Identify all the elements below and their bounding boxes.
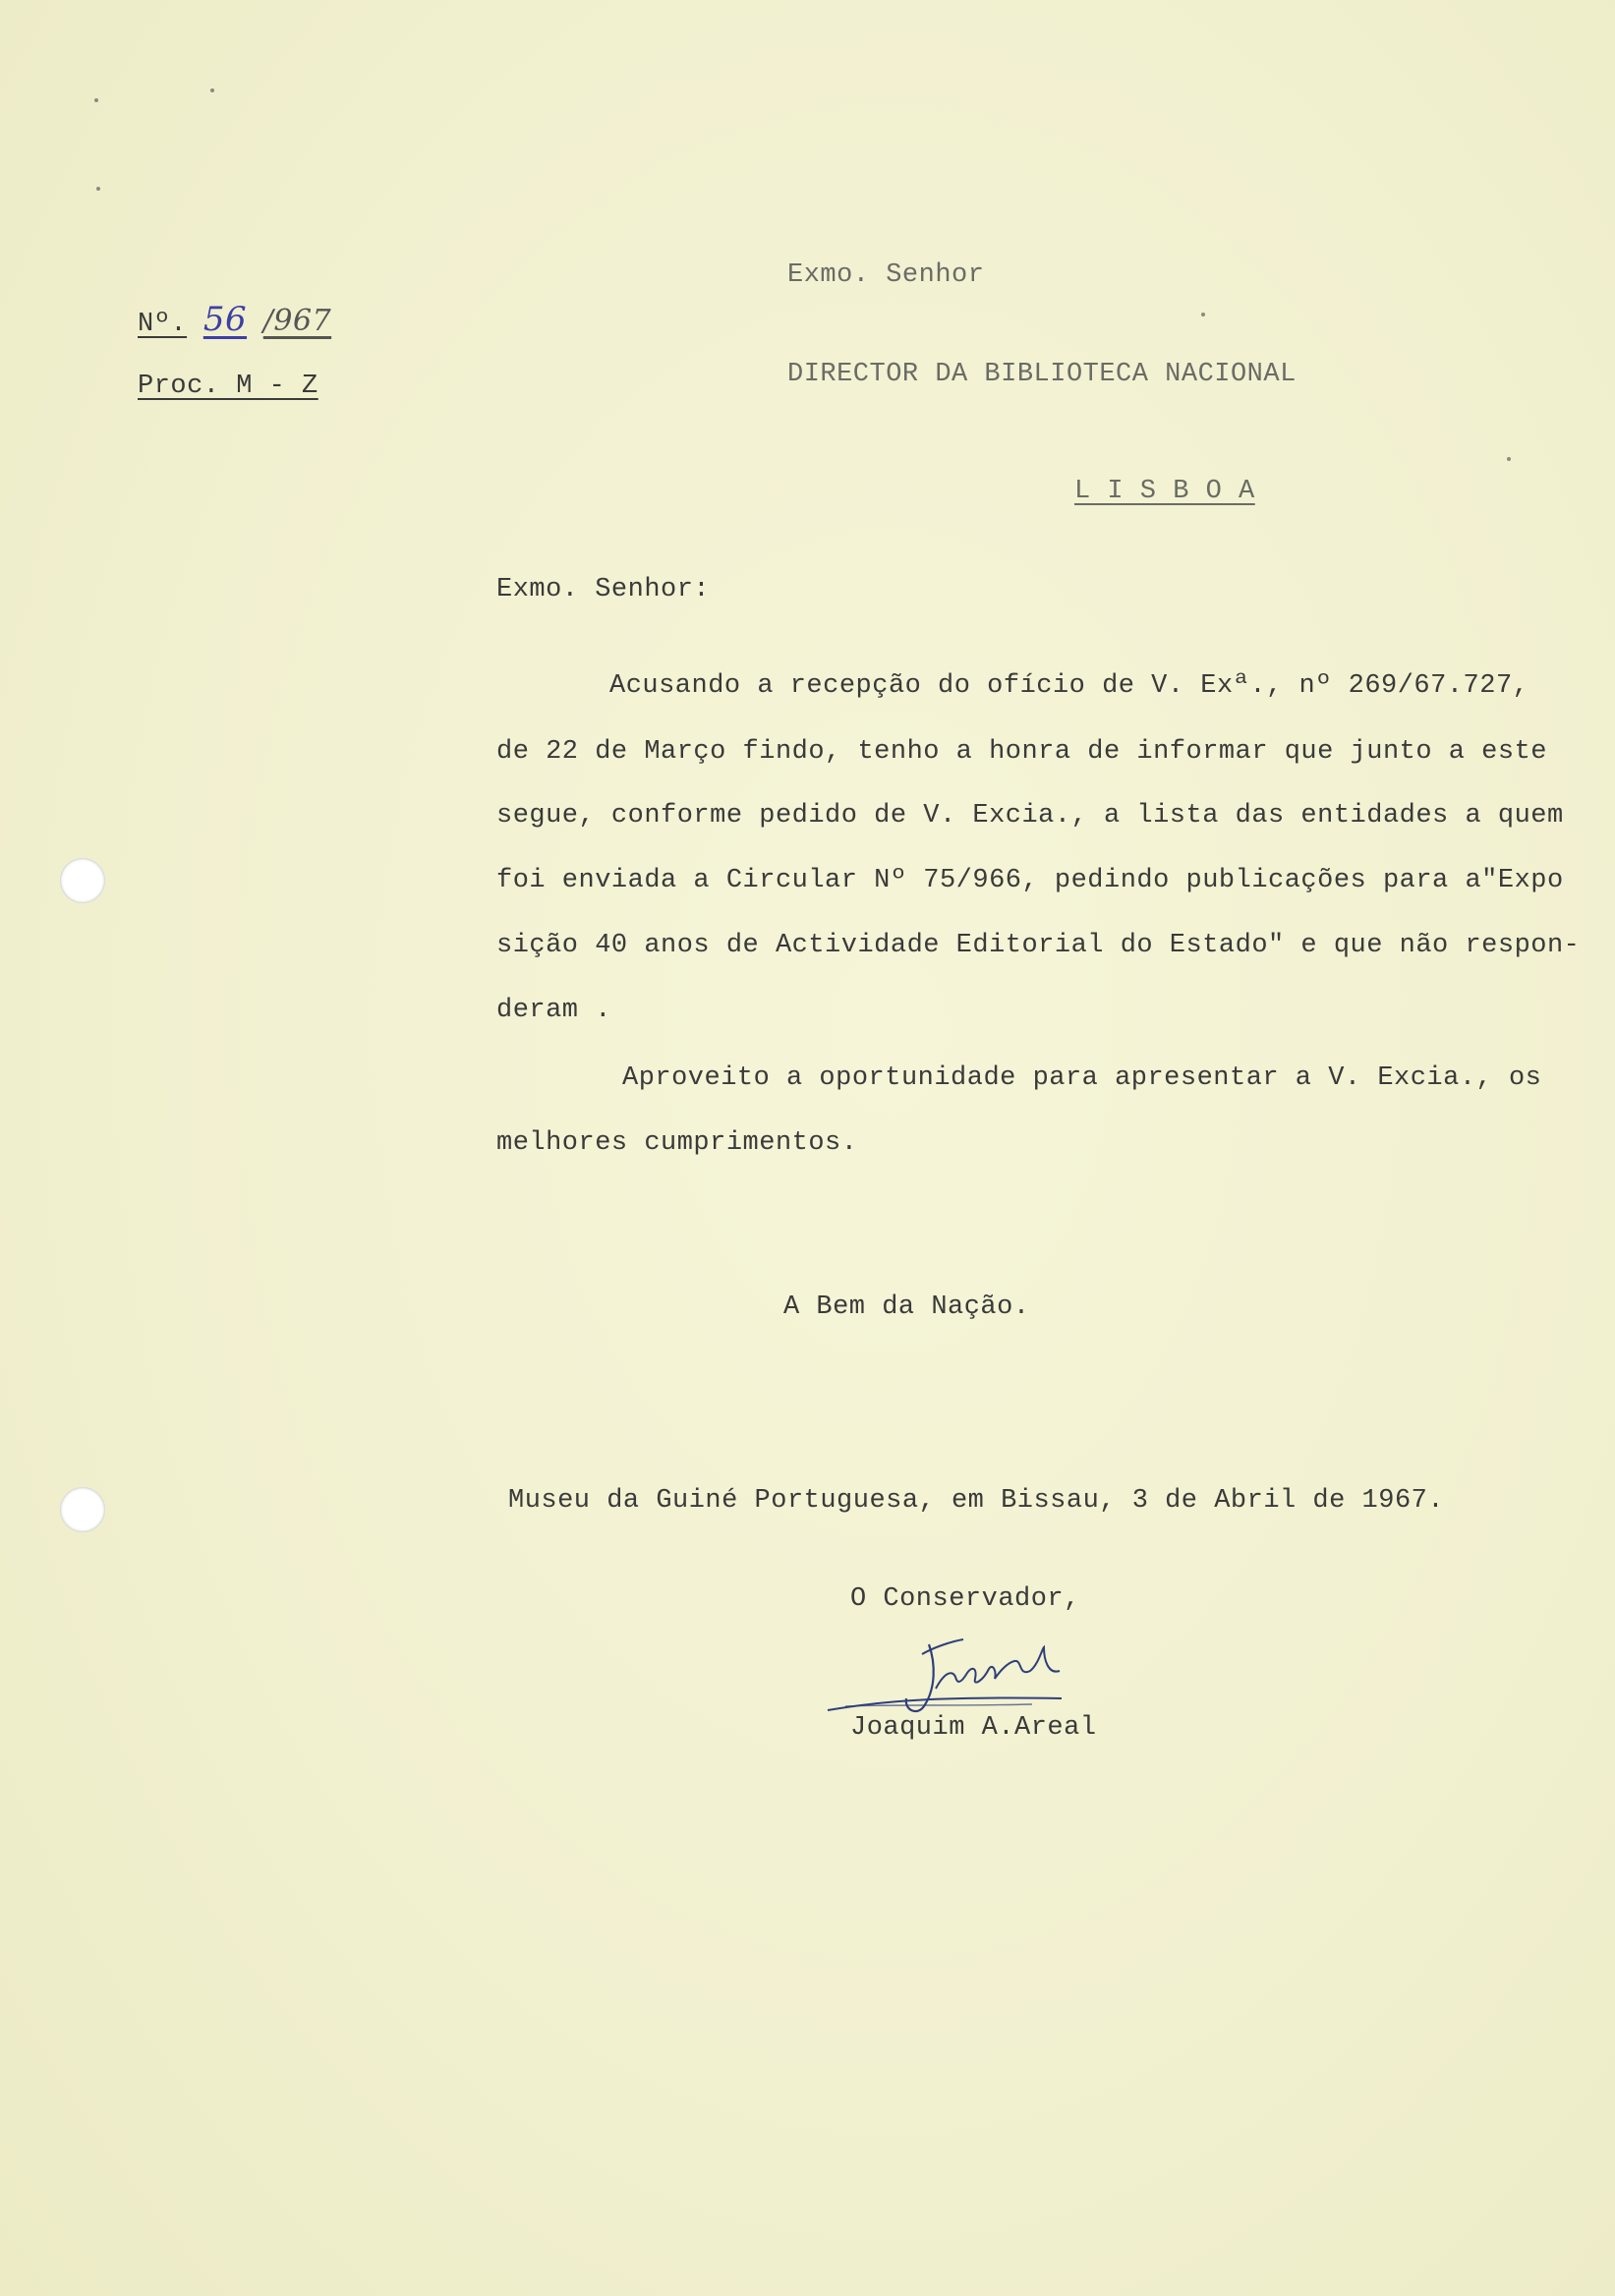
addressee-title: DIRECTOR DA BIBLIOTECA NACIONAL <box>787 360 1297 389</box>
greeting: Exmo. Senhor: <box>496 575 711 604</box>
addressee-salutation: Exmo. Senhor <box>787 260 985 290</box>
closing-line: melhores cumprimentos. <box>496 1128 858 1158</box>
motto: A Bem da Nação. <box>783 1292 1030 1322</box>
paper-speck <box>210 88 214 92</box>
handwritten-signature <box>826 1620 1121 1728</box>
reference-number <box>138 300 331 339</box>
process-reference: Proc. M - Z <box>138 372 318 401</box>
punch-hole-top <box>60 858 105 903</box>
place-date: Museu da Guiné Portuguesa, em Bissau, 3 de Abril de 1967. <box>508 1486 1445 1516</box>
body-line: foi enviada a Circular Nº 75/966, pedindo publicações para a"Expo <box>496 866 1564 895</box>
closing-line: Aproveito a oportunidade para apresentar a V. Excia., os <box>622 1063 1542 1093</box>
addressee-city: L I S B O A <box>1074 477 1255 506</box>
body-line: sição 40 anos de Actividade Editorial do Estado" e que não respon- <box>496 931 1581 960</box>
body-line: Acusando a recepção do ofício de V. Exª., nº 269/67.727, <box>609 671 1529 701</box>
body-line: deram . <box>496 996 611 1025</box>
paper-speck <box>94 98 98 102</box>
paper-speck <box>1201 313 1205 316</box>
paper-speck <box>1507 457 1511 461</box>
body-line: segue, conforme pedido de V. Excia., a lista das entidades a quem <box>496 801 1564 831</box>
body-line: de 22 de Março findo, tenho a honra de informar que junto a este <box>496 737 1547 767</box>
punch-hole-bottom <box>60 1487 105 1532</box>
signatory-name: Joaquim A.Areal <box>850 1713 1097 1743</box>
reference-handwritten-number: 56 <box>202 300 248 339</box>
reference-year: /967 <box>262 304 332 338</box>
reference-prefix: Nº. <box>138 310 188 339</box>
paper-speck <box>96 187 100 191</box>
signatory-role: O Conservador, <box>850 1584 1080 1614</box>
